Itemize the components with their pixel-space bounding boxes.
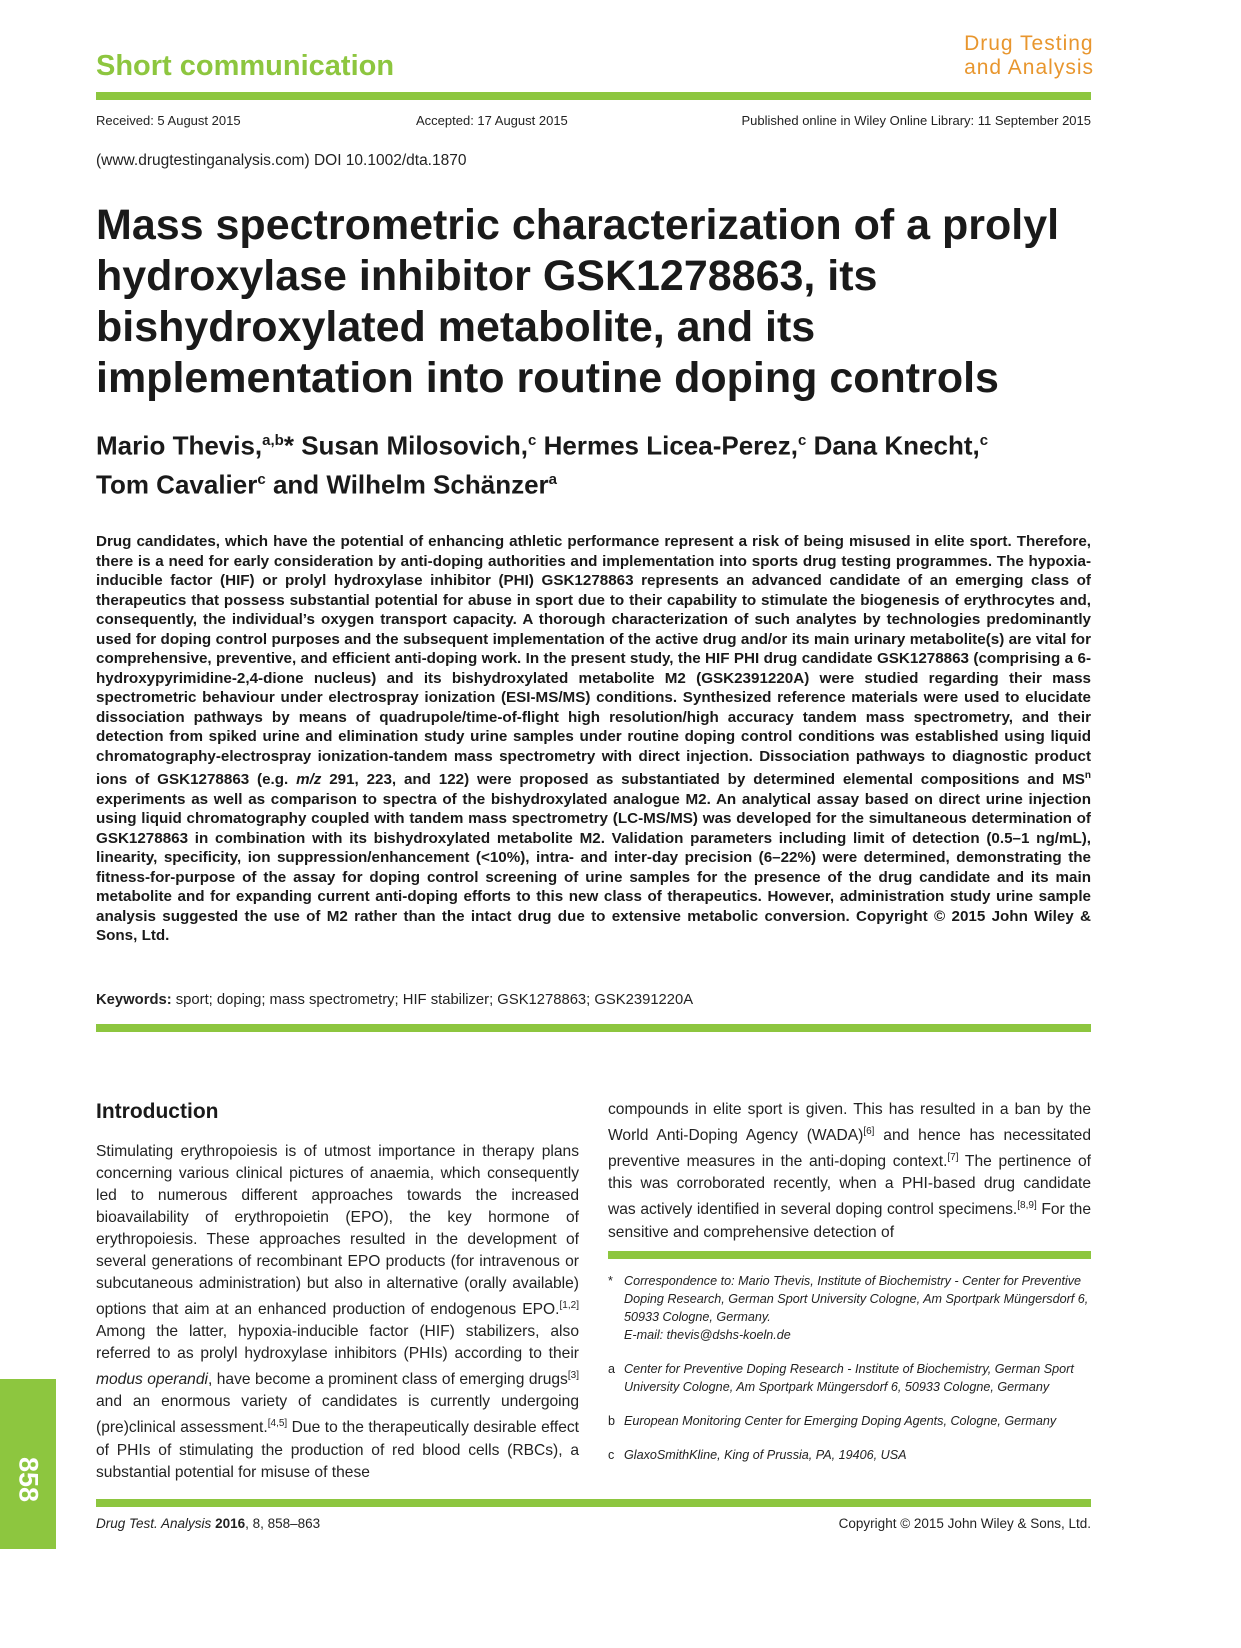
citation[interactable]: [6] [863, 1126, 875, 1137]
body-text: compounds in elite sport is given. This has resulted in a ban by the World Anti-Doping Agency (WADA) [608, 1101, 1091, 1145]
article-title: Mass spectrometric characterization of a prolyl hydroxylase inhibitor GSK1278863, its bishydroxylated metabolite, and its implementation into routine doping controls [96, 201, 1060, 402]
keywords-list: sport; doping; mass spectrometry; HIF stabilizer; GSK1278863; GSK2391220A [175, 992, 694, 1008]
footer-divider [96, 1499, 1091, 1507]
body-text: The pertinence of this was corroborated recently, when a PHI-based drug candidate was actively identified in several doping control specimens. [608, 1153, 1091, 1219]
footer-copyright: Copyright © 2015 John Wiley & Sons, Ltd. [838, 1516, 1091, 1531]
header-divider [96, 92, 1091, 100]
author-affiliation: c [257, 470, 266, 488]
body-text: and an enormous variety of candidates is currently undergoing (pre)clinical assessment. [96, 1393, 579, 1437]
abstract-text: experiments as well as comparison to spectra of the bishydroxylated analogue M2. An analytical assay based on direct urine injection using liquid chromatography coupled with tandem mass spectrometry (LC-MS/MS) was developed for the simultaneous determination of GSK1278863 in combination with its bishydroxylated metabolite M2. Validation parameters including limit of detection (0.5–1 ng/mL), linearity, specificity, ion suppression/enhancement (<10%), intra- and inter-day precision (6–22%) were determined, demonstrating the fitness-for-purpose of the assay for doping control screening of urine samples for the presence of the drug candidate and its main metabolite and for expanding current anti-doping efforts to this new class of therapeutics. However, administration study urine sample analysis suggested the use of M2 rather than the intact drug due to extensive metabolic conversion. Copyright © 2015 John Wiley & Sons, Ltd. [96, 790, 1091, 945]
footnotes [608, 1272, 1091, 1480]
footnote-mark: c [608, 1448, 615, 1462]
body-text: For the sensitive and comprehensive detection of [608, 1201, 1092, 1241]
footnote-correspondence [608, 1272, 1091, 1344]
author-name: Susan Milosovich, [301, 430, 529, 461]
author-list [96, 424, 1096, 501]
footnote-email[interactable]: E-mail: thevis@dshs-koeln.de [624, 1328, 791, 1342]
footnote-affiliation-b [608, 1412, 1091, 1430]
journal-brand [964, 32, 1094, 80]
published-date: Published online in Wiley Online Library: 11 September 2015 [741, 113, 1091, 128]
citation[interactable]: [1,2] [559, 1300, 579, 1311]
author-name: Mario Thevis, [96, 430, 263, 461]
footnote-affiliation-a [608, 1360, 1091, 1396]
footnote-text: Center for Preventive Doping Research - Institute of Biochemistry, German Sport University Cologne, Am Sportpark Müngersdorf 6, 50933 Cologne, Germany [624, 1362, 1074, 1394]
footnote-mark: a [608, 1362, 616, 1376]
author-affiliation: c [797, 432, 807, 449]
author-name: Dana Knecht, [813, 430, 980, 461]
body-text: Due to the therapeutically desirable effect of PHIs of stimulating the production of red blood cells (RBCs), a substantial potential for misuse of these [96, 1419, 579, 1481]
body-emphasis: modus operandi [96, 1371, 208, 1389]
footnote-mark: b [608, 1414, 616, 1428]
section-label: Short communication [96, 50, 395, 82]
author-affiliation: a,b [262, 432, 284, 449]
footnote-text: Correspondence to: Mario Thevis, Institute of Biochemistry - Center for Preventive Doping Research, German Sport University Cologne, Am Sportpark Müngersdorf 6, 50933 Cologne, Germany. [624, 1274, 1089, 1324]
citation[interactable]: [4,5] [267, 1418, 288, 1430]
keywords-label: Keywords: [96, 992, 172, 1008]
page-number: 858 [13, 1456, 44, 1503]
abstract-text: 291, 223, and 122) were proposed as substantiated by determined elemental compositions and MS [321, 771, 1085, 789]
footnote-text: European Monitoring Center for Emerging Doping Agents, Cologne, Germany [624, 1414, 1057, 1428]
abstract [96, 532, 1091, 946]
citation[interactable]: [3] [567, 1370, 579, 1382]
author-affiliation: c [528, 432, 537, 449]
abstract-mz: m/z [296, 771, 322, 789]
journal-name-line2: and Analysis [964, 56, 1094, 79]
footnote-mark: * [608, 1274, 613, 1288]
journal-name-line1: Drug Testing [964, 32, 1094, 55]
volume-pages: , 8, 858–863 [245, 1516, 321, 1531]
body-text: and hence has necessitated preventive measures in the anti-doping context. [608, 1127, 1092, 1171]
intro-column-right [608, 1099, 1091, 1244]
abstract-superscript: n [1084, 770, 1091, 781]
journal-citation [96, 1516, 320, 1531]
citation[interactable]: [7] [947, 1152, 959, 1164]
citation[interactable]: [8,9] [1017, 1200, 1037, 1212]
keywords [96, 992, 1091, 1008]
journal-abbreviation: Drug Test. Analysis [96, 1516, 212, 1531]
accepted-date: Accepted: 17 August 2015 [416, 113, 568, 128]
section-heading-introduction: Introduction [96, 1100, 219, 1123]
footnote-text: GlaxoSmithKline, King of Prussia, PA, 19406, USA [624, 1448, 907, 1462]
body-text: Stimulating erythropoiesis is of utmost importance in therapy plans concerning various clinical pictures of anaemia, which consequently led to numerous different approaches towards the increased bioavailability of erythropoietin (EPO), the key hormone of erythropoiesis. These approaches resulted in the development of several generations of recombinant EPO products (for intravenous or subcutaneous administration) but also in alternative (orally available) options that aim at an enhanced production of endogenous EPO. [96, 1143, 579, 1319]
author-name: Tom Cavalier [96, 469, 258, 500]
footnote-divider [608, 1251, 1091, 1259]
corresponding-mark: * [283, 430, 294, 461]
received-date: Received: 5 August 2015 [96, 113, 241, 128]
body-text: Among the latter, hypoxia-inducible factor (HIF) stabilizers, also referred to as prolyl hydroxylase inhibitors (PHIs) according to their [96, 1323, 579, 1363]
author-affiliation: c [979, 432, 989, 449]
citation-year: 2016 [215, 1516, 246, 1531]
author-name: and Wilhelm Schänzer [272, 469, 549, 500]
author-name: Hermes Licea-Perez, [543, 430, 798, 461]
abstract-divider [96, 1024, 1091, 1032]
footnote-affiliation-c [608, 1446, 1091, 1464]
doi-line[interactable]: (www.drugtestinganalysis.com) DOI 10.1002/dta.1870 [96, 152, 467, 169]
abstract-text: Drug candidates, which have the potential of enhancing athletic performance represent a risk of being misused in elite sport. Therefore, there is a need for early consideration by anti-doping authorities and implementation into sports drug testing programmes. The hypoxia-inducible factor (HIF) or prolyl hydroxylase inhibitor (PHI) GSK1278863 represents an advanced candidate of an emerging class of therapeutics that possess substantial potential for abuse in sport due to their capability to stimulate the biogenesis of erythrocytes and, consequently, the individual’s oxygen transport capacity. A thorough characterization of such analytes by technologies predominantly used for doping control purposes and the subsequent implementation of the active drug and/or its main urinary metabolite(s) are vital for comprehensive, preventive, and efficient anti-doping work. In the present study, the HIF PHI drug candidate GSK1278863 (comprising a 6-hydroxypyrimidine-2,4-dione nucleus) and its bishydroxylated metabolite M2 (GSK2391220A) were studied regarding their mass spectrometric behaviour under electrospray ionization (ESI-MS/MS) conditions. Synthesized reference materials were used to elucidate dissociation pathways by means of quadrupole/time-of-flight high resolution/high accuracy tandem mass spectrometry, and their detection from spiked urine and elimination study urine samples under routine doping control conditions was established using liquid chromatography-electrospray ionization-tandem mass spectrometry with direct injection. Dissociation pathways to diagnostic product ions of GSK1278863 (e.g. [96, 533, 1091, 789]
intro-column-left [96, 1141, 579, 1484]
body-text: , have become a prominent class of emerging drugs [207, 1371, 568, 1389]
author-affiliation: a [548, 470, 557, 488]
